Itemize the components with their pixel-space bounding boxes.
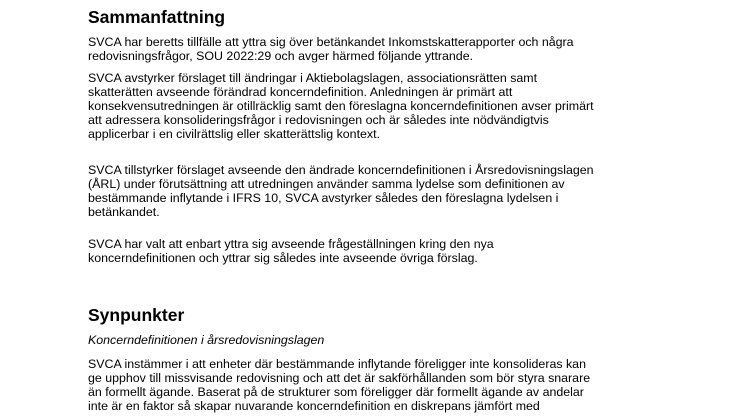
subheading: Koncerndefinitionen i årsredovisningslagen xyxy=(88,333,325,347)
text-line: ge upphov till missvisande redovisning och att det är sakförhållanden som bör styra snarare xyxy=(88,370,591,385)
section-heading-synpunkter: Synpunkter xyxy=(88,305,185,325)
text-line: skatterätten avseende förändrad koncerndefinition. Anledningen är primärt att xyxy=(88,84,513,99)
text-line: inte är en faktor så skapar nuvarande koncerndefinition en diskrepans jämfört med xyxy=(88,398,540,413)
text-line: SVCA instämmer i att enheter där bestämmande inflytande föreligger inte konsolideras kan xyxy=(88,357,586,371)
text-line: redovisningsfrågor, SOU 2022:29 och avger härmed följande yttrande. xyxy=(88,48,474,63)
text-line: applicerbar i en civilrättslig eller skatterättslig kontext. xyxy=(88,126,380,141)
paragraph xyxy=(88,164,688,220)
text-line: SVCA har valt att enbart yttra sig avseende frågeställningen kring den nya xyxy=(88,237,494,251)
text-line: SVCA har beretts tillfälle att yttra sig över betänkandet Inkomstskatterapporter och några xyxy=(88,35,574,49)
paragraph xyxy=(88,358,688,414)
paragraph xyxy=(88,72,688,142)
paragraph xyxy=(88,238,688,266)
text-line: SVCA avstyrker förslaget till ändringar i Aktiebolagslagen, associationsrätten samt xyxy=(88,71,538,85)
section-heading-sammanfattning: Sammanfattning xyxy=(88,7,226,27)
text-line: (ÅRL) under förutsättning att utredningen använder samma lydelse som definitionen av xyxy=(88,176,565,191)
text-line: än formellt ägande. Baserat på de strukturer som föreligger där formellt ägande av andelar xyxy=(88,384,584,399)
text-line: bestämmande inflytande i IFRS 10, SVCA avstyrker således den föreslagna lydelsen i xyxy=(88,190,559,205)
text-line: betänkandet. xyxy=(88,204,160,219)
text-line: att adressera konsolideringsfrågor i redovisningen och är således inte nödvändigtvis xyxy=(88,112,549,127)
text-line: konsekvensutredningen är otillräcklig samt den föreslagna koncerndefinitionen avser primärt xyxy=(88,98,594,113)
text-line: koncerndefinitionen och yttrar sig således inte avseende övriga förslag. xyxy=(88,250,478,265)
text-line: SVCA tillstyrker förslaget avseende den ändrade koncerndefinitionen i Årsredovisningslagen xyxy=(88,163,594,177)
paragraph xyxy=(88,36,688,64)
